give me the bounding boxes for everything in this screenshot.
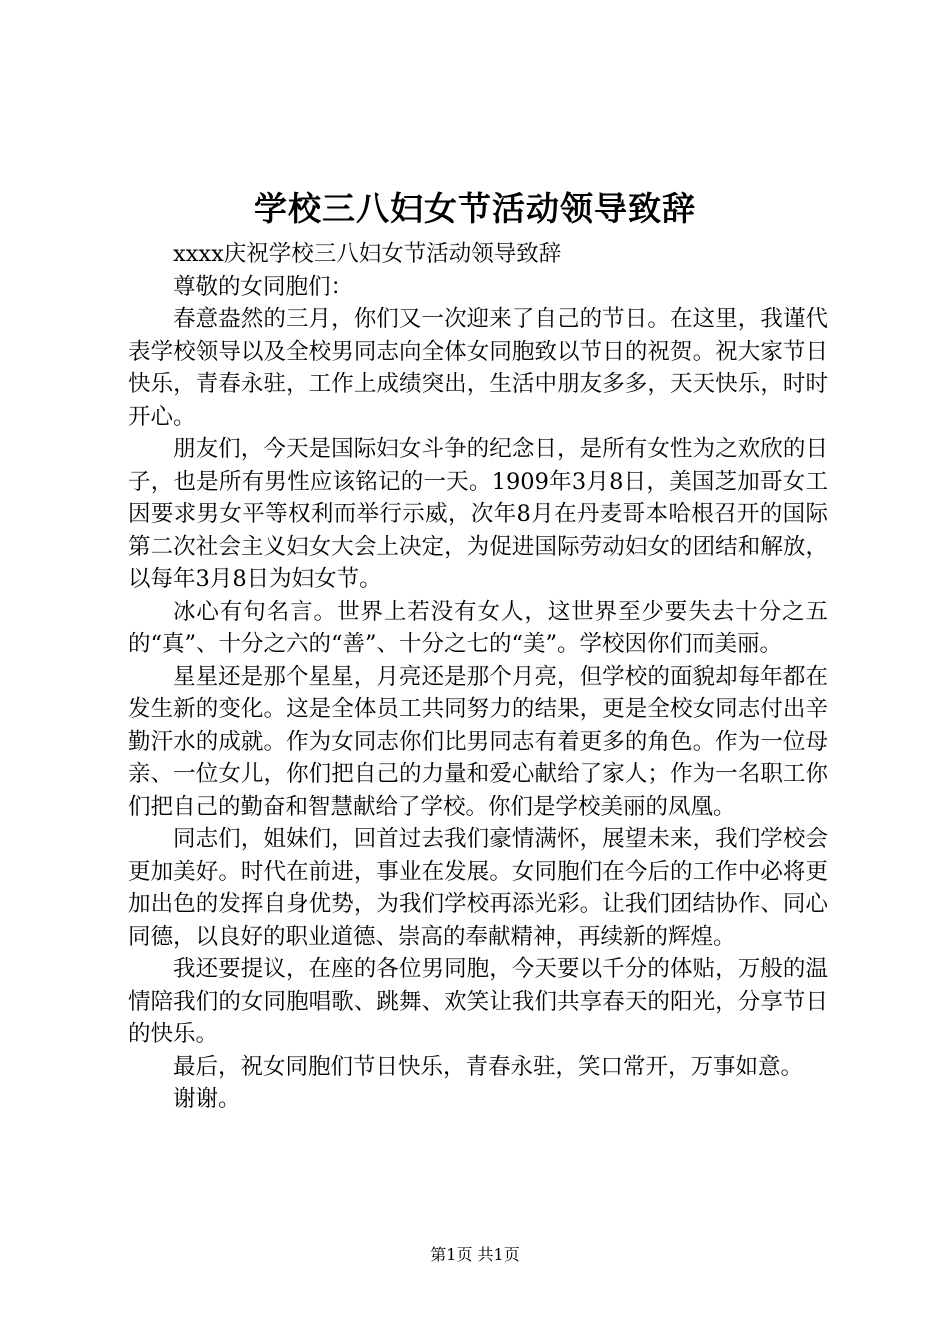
body-paragraph: 冰心有句名言。世界上若没有女人，这世界至少要失去十分之五的“真”、十分之六的“善”、十分之七的“美”。学校因你们而美丽。 xyxy=(128,598,828,657)
salutation-paragraph: 尊敬的女同胞们： xyxy=(173,273,354,300)
body-paragraph: 最后，祝女同胞们节日快乐，青春永驻，笑口常开，万事如意。 xyxy=(173,1053,804,1080)
body-paragraph: 朋友们，今天是国际妇女斗争的纪念日，是所有女性为之欢欣的日子，也是所有男性应该铭记的一天。1909年3月8日，美国芝加哥女工因要求男女平等权利而举行示威，次年8月在丹麦哥本哈根召开的国际第二次社会主义妇女大会上决定，为促进国际劳动妇女的团结和解放，以每年3月8日为妇女节。 xyxy=(128,436,828,592)
document-body xyxy=(128,238,828,1116)
document-title: 学校三八妇女节活动领导致辞 xyxy=(254,189,696,228)
closing-paragraph: 谢谢。 xyxy=(173,1086,241,1112)
subtitle-paragraph: xxxx庆祝学校三八妇女节活动领导致辞 xyxy=(173,241,562,267)
page-footer: 第1页 共1页 xyxy=(430,1245,520,1264)
body-paragraph: 同志们，姐妹们，回首过去我们豪情满怀，展望未来，我们学校会更加美好。时代在前进，事业在发展。女同胞们在今后的工作中必将更加出色的发挥自身优势，为我们学校再添光彩。让我们团结协作、同心同德，以良好的职业道德、崇高的奉献精神，再续新的辉煌。 xyxy=(128,826,828,950)
body-paragraph: 星星还是那个星星，月亮还是那个月亮，但学校的面貌却每年都在发生新的变化。这是全体员工共同努力的结果，更是全校女同志付出辛勤汗水的成就。作为女同志你们比男同志有着更多的角色。作为一位母亲、一位女儿，你们把自己的力量和爱心献给了家人；作为一名职工你们把自己的勤奋和智慧献给了学校。你们是学校美丽的凤凰。 xyxy=(128,663,828,820)
body-paragraph: 我还要提议，在座的各位男同胞，今天要以千分的体贴，万般的温情陪我们的女同胞唱歌、跳舞、欢笑让我们共享春天的阳光，分享节日的快乐。 xyxy=(128,956,828,1047)
body-paragraph: 春意盎然的三月，你们又一次迎来了自己的节日。在这里，我谨代表学校领导以及全校男同志向全体女同胞致以节日的祝贺。祝大家节日快乐，青春永驻，工作上成绩突出，生活中朋友多多，天天快乐，时时开心。 xyxy=(128,306,828,430)
